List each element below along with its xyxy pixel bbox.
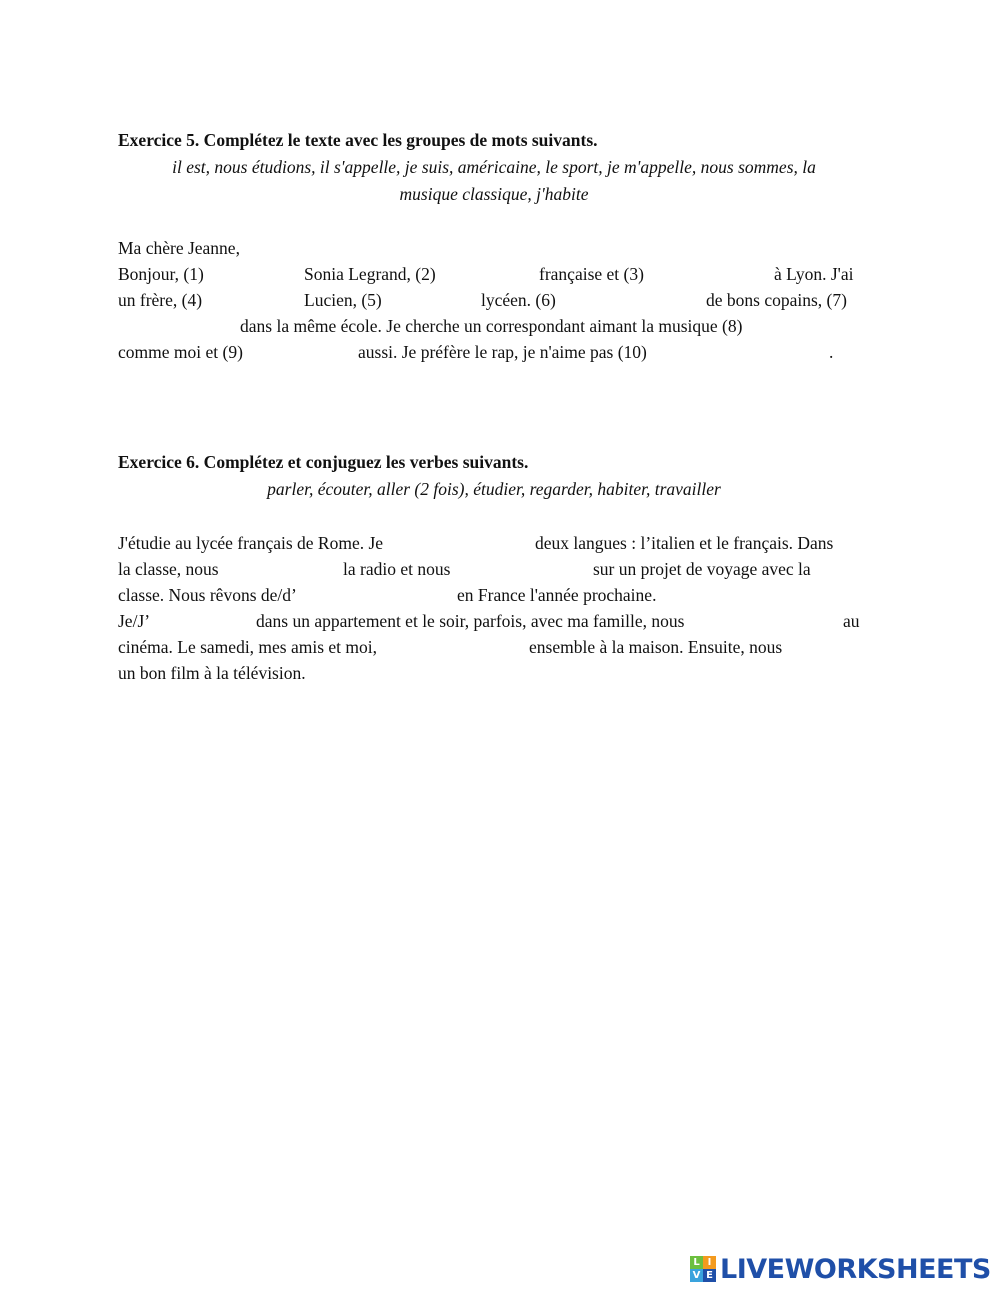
ex5-blank-8[interactable] [808, 315, 868, 337]
ex5-text: Lucien, (5) [304, 290, 382, 310]
ex5-text: à Lyon. J'ai [774, 264, 854, 284]
ex5-blank-2[interactable] [456, 263, 536, 285]
badge-letter-l: L [690, 1256, 703, 1269]
ex6-blank-7[interactable] [410, 636, 524, 658]
ex5-text: Bonjour, (1) [118, 264, 204, 284]
ex6-text: sur un projet de voyage avec la [593, 559, 811, 579]
ex5-blank-6[interactable] [570, 289, 700, 311]
ex5-blank-9[interactable] [262, 341, 354, 363]
ex6-text: classe. Nous rêvons de/d’ [118, 585, 297, 605]
ex5-text: de bons copains, (7) [706, 290, 847, 310]
ex6-blank-6[interactable] [742, 610, 838, 632]
ex6-text: ensemble à la maison. Ensuite, nous [529, 637, 783, 657]
ex6-blank-2[interactable] [236, 558, 338, 580]
ex6-text: en France l'année prochaine. [457, 585, 657, 605]
ex6-text: la radio et nous [343, 559, 451, 579]
ex5-text: lycéen. (6) [481, 290, 556, 310]
ex6-text: dans un appartement et le soir, parfois, avec ma famille, nous [256, 611, 685, 631]
badge-letter-v: V [690, 1269, 703, 1282]
liveworksheets-badge-icon [690, 1256, 716, 1282]
ex6-text: Je/J’ [118, 611, 151, 631]
ex5-text: aussi. Je préfère le rap, je n'aime pas (10) [358, 342, 647, 362]
ex6-blank-8[interactable] [818, 636, 870, 658]
ex5-text: française et (3) [539, 264, 644, 284]
ex6-text: cinéma. Le samedi, mes amis et moi, [118, 637, 378, 657]
ex6-text: deux langues : l’italien et le français. Dans [535, 533, 834, 553]
ex5-blank-1[interactable] [220, 263, 300, 285]
ex6-blank-1[interactable] [418, 532, 530, 554]
ex5-blank-4[interactable] [216, 289, 300, 311]
exercise-6-word-bank: parler, écouter, aller (2 fois), étudier, regarder, habiter, travailler [267, 479, 721, 499]
ex6-text: J'étudie au lycée français de Rome. Je [118, 533, 384, 553]
ex5-text: Sonia Legrand, (2) [304, 264, 436, 284]
ex6-text: la classe, nous [118, 559, 219, 579]
letter-greeting: Ma chère Jeanne, [118, 238, 240, 258]
badge-letter-i: I [703, 1256, 716, 1269]
liveworksheets-logo [690, 1252, 991, 1286]
ex6-blank-3[interactable] [468, 558, 588, 580]
ex6-blank-5[interactable] [168, 610, 252, 632]
liveworksheets-wordmark: LIVEWORKSHEETS [720, 1253, 991, 1285]
badge-letter-e: E [703, 1269, 716, 1282]
ex5-text: comme moi et (9) [118, 342, 243, 362]
ex5-blank-5[interactable] [396, 289, 476, 311]
ex6-text: un bon film à la télévision. [118, 663, 306, 683]
ex5-blank-10[interactable] [686, 341, 826, 363]
ex5-blank-7[interactable] [118, 315, 236, 337]
ex5-text: un frère, (4) [118, 290, 203, 310]
exercise-5-word-bank-line-1: il est, nous étudions, il s'appelle, je suis, américaine, le sport, je m'appelle, nous sommes, la [172, 157, 816, 177]
exercise-5-title: Exercice 5. Complétez le texte avec les groupes de mots suivants. [118, 130, 598, 150]
ex6-text: au [843, 611, 860, 631]
ex5-text: dans la même école. Je cherche un correspondant aimant la musique (8) [240, 316, 743, 336]
ex6-blank-4[interactable] [334, 584, 452, 606]
ex5-blank-3[interactable] [661, 263, 771, 285]
exercise-6-title: Exercice 6. Complétez et conjuguez les verbes suivants. [118, 452, 529, 472]
exercise-5-word-bank-line-2: musique classique, j'habite [399, 184, 589, 204]
ex5-text: . [829, 342, 834, 362]
